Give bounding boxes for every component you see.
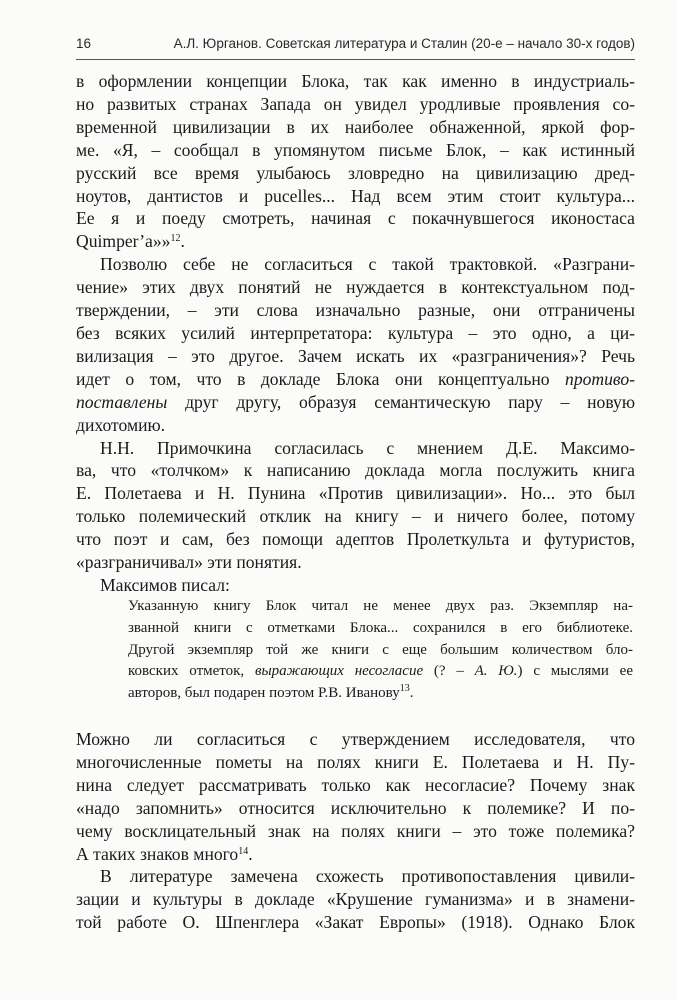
italic-text: выражающих несогласие — [254, 663, 424, 680]
text-line: ме. «Я, – сообщал в упомянутом письме Блок, – как истинный — [76, 139, 635, 160]
text-line: вилизация – это другое. Зачем искать их «разграничения»? Речь — [76, 345, 635, 366]
text-line: зации и культуры в докладе «Крушение гуманизма» и в знамени- — [76, 889, 635, 910]
text-line: русский все время улыбаюсь зловредно на цивилизацию дред- — [76, 162, 635, 183]
text-line: Н.Н. Примочкина согласилась с мнением Д.Е. Максимо- — [100, 437, 635, 458]
text-line: чему восклицательный знак на полях книги – это тоже полемика? — [76, 820, 635, 841]
text-line: только полемический отклик на книгу – и ничего более, потому — [76, 506, 635, 527]
italic-text: противо- — [565, 368, 635, 389]
text-fragment: (? – — [423, 663, 475, 680]
text-line: без всяких усилий интерпретатора: культура – это одно, а ци- — [76, 322, 635, 343]
page-number: 16 — [76, 36, 92, 51]
text-line: Максимов писал: — [100, 574, 230, 595]
text-line: В литературе замечена схожесть противопоставления цивили- — [100, 866, 635, 887]
text-fragment: ковских отметок, — [128, 663, 255, 680]
text-line: многочисленные пометы на полях книги Е. Полетаева и Н. Пу- — [76, 751, 635, 772]
quote-line: авторов, был подарен поэтом Р.В. Иванову$^{13}$. — [128, 683, 414, 702]
footnote-ref: 14 — [238, 845, 249, 857]
main-text — [76, 70, 635, 597]
quote-line: Другой экземпляр той же книги с еще большим количеством бло- — [128, 641, 633, 658]
text-line: Ее я и поеду смотреть, начиная с покачнувшегося иконостаса — [76, 208, 635, 229]
italic-text: А. Ю. — [474, 663, 518, 680]
footnote-ref: 13 — [399, 683, 410, 695]
text-line: что поэт и сам, без помощи адептов Пролеткульта и футуристов, — [76, 529, 635, 550]
text-fragment: А таких знаков много — [76, 843, 239, 864]
footnote-ref: 12 — [170, 233, 181, 245]
header-rule — [76, 59, 635, 60]
quote-line: званной книги с отметками Блока... сохранился в его библиотеке. — [128, 619, 633, 636]
text-fragment: Quimper’а»» — [76, 231, 171, 252]
text-line: ва, что «толчком» к написанию доклада могла послужить книга — [76, 460, 635, 481]
text-fragment: ) с мыслями ее — [517, 663, 633, 680]
text-line: чение» этих двух понятий не нуждается в контекстуальном под- — [76, 277, 635, 298]
text-line: дихотомию. — [76, 414, 166, 435]
text-line: но развитых странах Запада он увидел уродливые проявления со- — [76, 93, 635, 114]
quote-line — [128, 661, 633, 683]
text-line: ноутов, дантистов и pucelles... Над всем этим стоит культура... — [76, 185, 635, 206]
text-fragment: друг другу, образуя семантическую пару – новую — [167, 391, 635, 412]
text-line: «надо запомнить» относится исключительно к полемике? И по- — [76, 797, 635, 818]
text-line: временной цивилизации в их наиболее обнаженной, яркой фор- — [76, 116, 635, 137]
text-line: А таких знаков много$^{14}$. — [76, 843, 253, 864]
text-fragment: идет о том, что в докладе Блока они концептуально — [76, 368, 566, 389]
main-text-continued — [76, 728, 635, 934]
text-line: «разграничивал» эти понятия. — [76, 552, 302, 573]
text-line: нина следует рассматривать только как несогласие? Почему знак — [76, 774, 635, 795]
text-line — [76, 391, 635, 414]
text-line — [76, 368, 635, 391]
text-line: Позволю себе не согласиться с такой трактовкой. «Разграни- — [100, 254, 635, 275]
text-line: Е. Полетаева и Н. Пунина «Против цивилизации». Но... это был — [76, 483, 635, 504]
running-title: А.Л. Юрганов. Советская литература и Сталин (20-е – начало 30-х годов) — [173, 36, 635, 51]
block-quote — [128, 596, 633, 705]
text-line: тверждении, – эти слова изначально разные, они отграничены — [76, 300, 635, 321]
text-fragment: авторов, был подарен поэтом Р.В. Иванову — [128, 685, 400, 702]
quote-line: Указанную книгу Блок читал не менее двух раз. Экземпляр на- — [128, 598, 633, 614]
italic-text: поставлены — [76, 391, 168, 412]
text-line: Можно ли согласиться с утверждением исследователя, что — [76, 729, 635, 749]
text-line: Quimper’а»»$^{12}$. — [76, 231, 185, 252]
text-line: в оформлении концепции Блока, так как именно в индустриаль- — [76, 71, 635, 91]
text-line: той работе О. Шпенглера «Закат Европы» (1918). Однако Блок — [76, 912, 635, 933]
